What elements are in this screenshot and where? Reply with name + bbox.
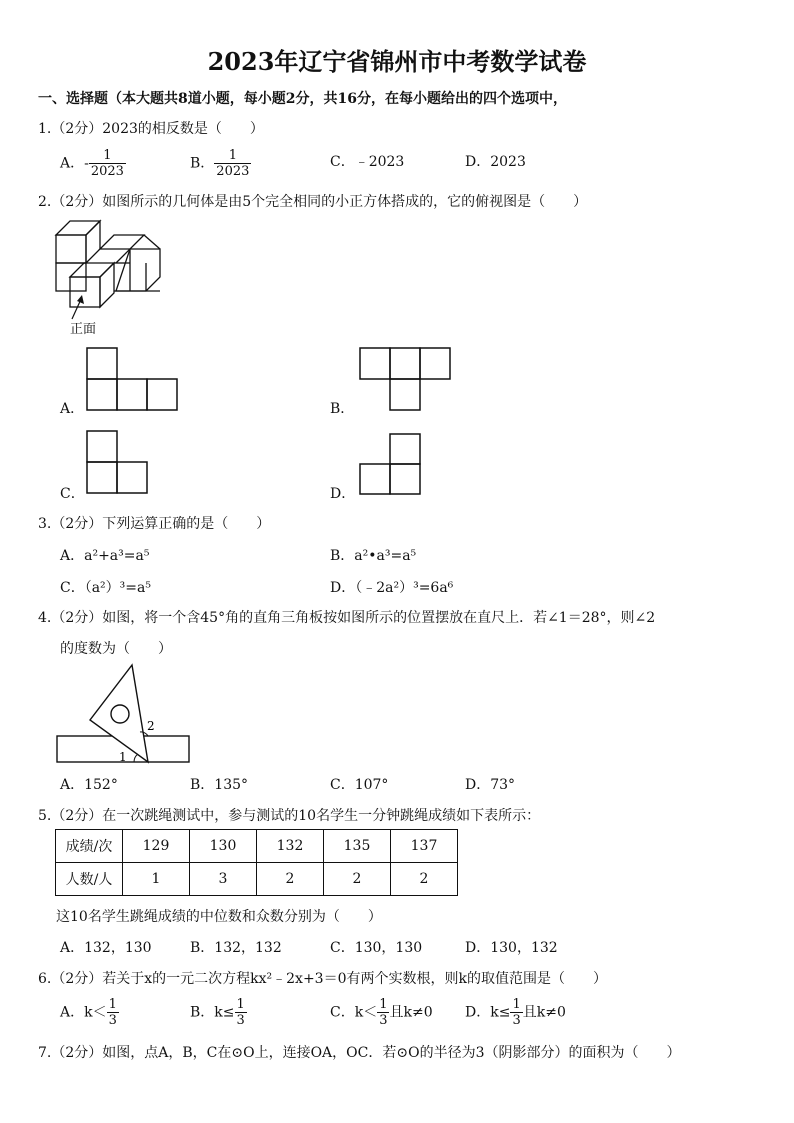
q4-ruler-triangle-figure	[56, 664, 196, 766]
q4-angle-2-label: 2	[147, 719, 155, 733]
q2-cube-figure	[50, 215, 170, 340]
q4-option-b[interactable]: B．135°	[190, 777, 249, 793]
fraction-denominator: 3	[236, 1013, 245, 1028]
q2-option-a[interactable]: A．	[60, 401, 85, 417]
table-cell: 人数/人	[56, 863, 123, 896]
q6-option-c[interactable]	[330, 997, 433, 1028]
q3-option-b[interactable]: B．a²•a³=a⁵	[330, 548, 417, 564]
q2-option-a-figure	[86, 347, 178, 411]
q6-option-d-prefix: D．k≤	[465, 1004, 511, 1021]
q1-option-d[interactable]: D．2023	[465, 154, 526, 170]
section-heading: 一、选择题（本大题共8道小题，每小题2分，共16分，在每小题给出的四个选项中，	[38, 91, 567, 107]
fraction-denominator: 2023	[216, 164, 250, 179]
table-row	[56, 830, 458, 863]
q5-option-b[interactable]: B．132，132	[190, 940, 282, 956]
q6-option-a[interactable]	[60, 997, 119, 1028]
q3-option-d[interactable]: D．（﹣2a²）³=6a⁶	[330, 580, 454, 596]
q1-option-b-fraction	[214, 148, 251, 179]
fraction-numerator: 1	[108, 997, 117, 1012]
q6-option-a-prefix: A．k＜	[60, 1004, 107, 1021]
fraction-numerator: 1	[89, 148, 126, 164]
fraction-denominator: 3	[108, 1013, 117, 1028]
q6-option-d[interactable]	[465, 997, 566, 1028]
question-1-stem: 1.（2分）2023的相反数是（ ）	[38, 121, 264, 137]
q6-option-c-prefix: C．k＜	[330, 1004, 378, 1021]
q2-option-b-figure	[359, 347, 451, 411]
q1-option-a-fraction	[89, 148, 126, 179]
q5-option-a[interactable]: A．132，130	[60, 940, 152, 956]
fraction-numerator: 1	[214, 148, 251, 164]
table-cell: 3	[190, 863, 257, 896]
question-5-stem: 5.（2分）在一次跳绳测试中，参与测试的10名学生一分钟跳绳成绩如下表所示：	[38, 808, 541, 824]
fraction-numerator: 1	[512, 997, 521, 1012]
q6-option-b-fraction	[235, 997, 247, 1028]
q6-option-c-fraction	[377, 997, 389, 1028]
q1-option-a[interactable]	[60, 148, 126, 179]
q2-option-c-figure	[86, 430, 150, 494]
table-cell: 2	[257, 863, 324, 896]
q2-option-c[interactable]: C．	[60, 486, 85, 502]
q6-option-b-prefix: B．k≤	[190, 1004, 235, 1021]
question-6-stem: 6.（2分）若关于x的一元二次方程kx²﹣2x+3＝0有两个实数根，则k的取值范围是（ ）	[38, 971, 607, 987]
q6-option-d-suffix: 且k≠0	[522, 1004, 566, 1021]
q6-option-b[interactable]	[190, 997, 247, 1028]
fraction-denominator: 2023	[90, 164, 124, 179]
q2-option-b[interactable]: B．	[330, 401, 355, 417]
q2-front-label: 正面	[70, 322, 97, 337]
fraction-numerator: 1	[236, 997, 245, 1012]
table-cell: 129	[123, 830, 190, 863]
q3-option-c[interactable]: C．（a²）³=a⁵	[60, 580, 151, 596]
table-cell: 132	[257, 830, 324, 863]
table-cell: 135	[324, 830, 391, 863]
q3-option-a[interactable]: A．a²+a³=a⁵	[60, 548, 150, 564]
q4-option-a[interactable]: A．152°	[60, 777, 118, 793]
q6-option-d-fraction	[510, 997, 522, 1028]
q1-option-a-sign: -	[84, 155, 89, 172]
page-title: 2023年辽宁省锦州市中考数学试卷	[207, 47, 587, 76]
q1-option-a-label: A．	[60, 155, 85, 172]
q5-score-table	[55, 829, 458, 896]
question-4-stem-line2: 的度数为（ ）	[60, 641, 172, 657]
question-3-stem: 3.（2分）下列运算正确的是（ ）	[38, 516, 271, 532]
q1-option-c[interactable]: C．﹣2023	[330, 154, 405, 170]
table-cell: 130	[190, 830, 257, 863]
q6-option-c-suffix: 且k≠0	[389, 1004, 433, 1021]
question-4-stem-line1: 4.（2分）如图，将一个含45°角的直角三角板按如图所示的位置摆放在直尺上．若∠1＝28°，则∠2	[38, 610, 656, 626]
q6-option-a-fraction	[107, 997, 119, 1028]
q1-option-b-label: B．	[190, 155, 215, 172]
q2-option-d-figure	[359, 433, 423, 495]
q4-angle-1-label: 1	[119, 750, 127, 764]
table-cell: 成绩/次	[56, 830, 123, 863]
q4-option-c[interactable]: C．107°	[330, 777, 389, 793]
q5-sub-question: 这10名学生跳绳成绩的中位数和众数分别为（ ）	[56, 909, 382, 925]
fraction-denominator: 3	[512, 1013, 521, 1028]
table-cell: 1	[123, 863, 190, 896]
question-2-stem: 2.（2分）如图所示的几何体是由5个完全相同的小正方体搭成的，它的俯视图是（ ）	[38, 194, 588, 210]
question-7-stem: 7.（2分）如图，点A，B，C在⊙O上，连接OA，OC．若⊙O的半径为3（阴影部分）的面积为（ ）	[38, 1045, 681, 1061]
table-cell: 2	[391, 863, 458, 896]
q2-option-d[interactable]: D．	[330, 486, 356, 502]
table-cell: 137	[391, 830, 458, 863]
fraction-numerator: 1	[379, 997, 388, 1012]
fraction-denominator: 3	[379, 1013, 388, 1028]
table-row	[56, 863, 458, 896]
table-cell: 2	[324, 863, 391, 896]
q5-option-c[interactable]: C．130，130	[330, 940, 423, 956]
q1-option-b[interactable]	[190, 148, 251, 179]
q4-option-d[interactable]: D．73°	[465, 777, 516, 793]
q5-option-d[interactable]: D．130，132	[465, 940, 558, 956]
